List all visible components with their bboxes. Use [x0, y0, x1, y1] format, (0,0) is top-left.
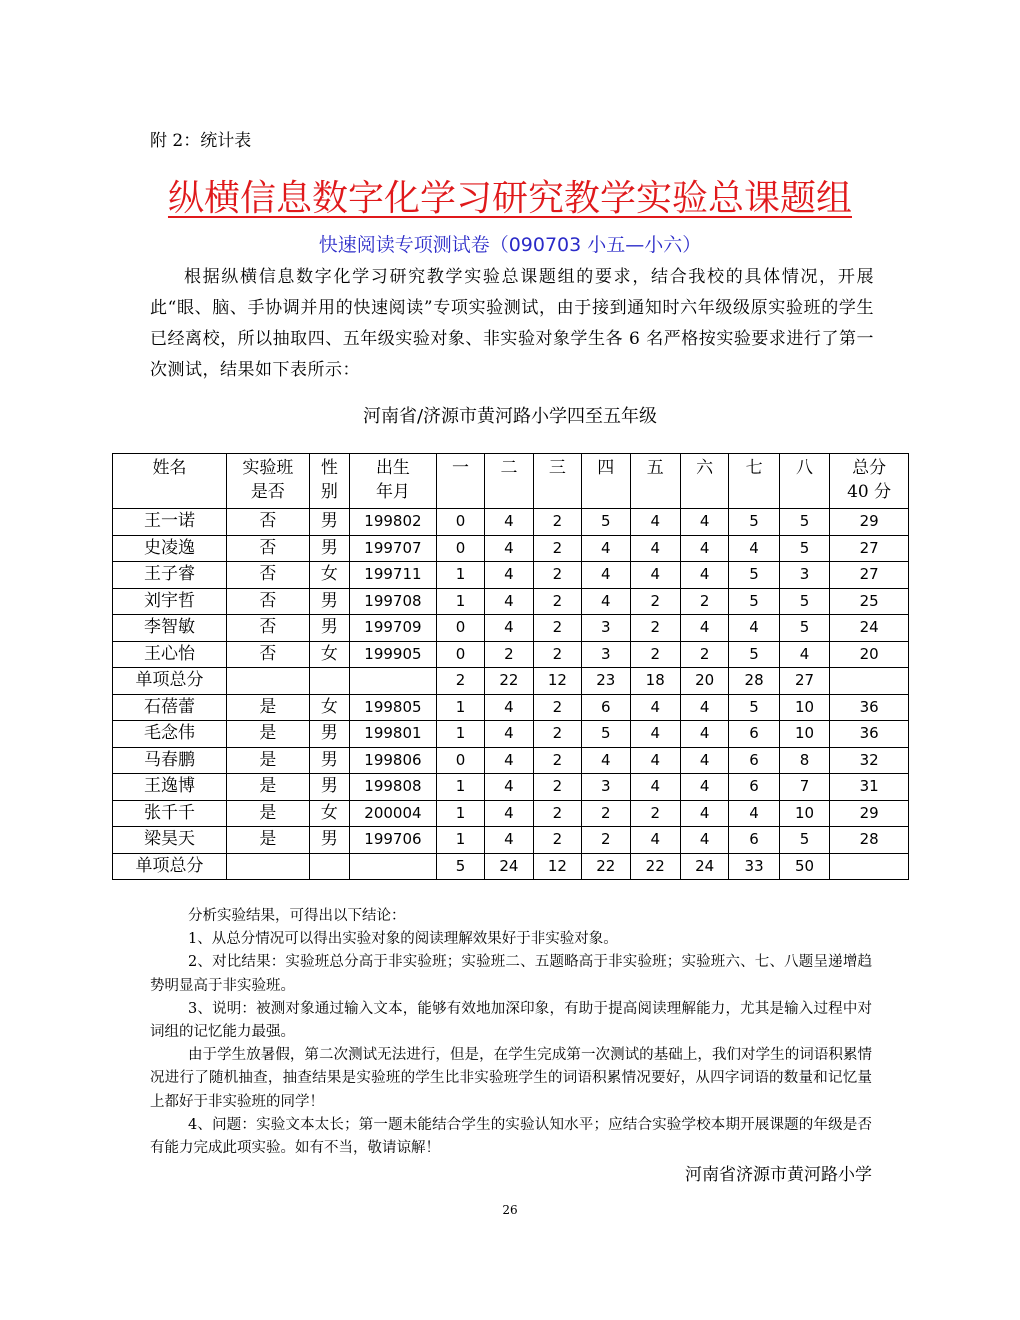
table-cell: 马春鹏	[113, 747, 227, 774]
table-row	[113, 774, 909, 801]
table-cell	[227, 853, 310, 880]
table-cell: 2	[533, 800, 581, 827]
table-cell: 2	[582, 827, 630, 854]
table-cell: 7	[779, 774, 829, 801]
table-cell: 12	[533, 668, 581, 695]
table-cell: 女	[309, 562, 349, 589]
table-cell: 1	[436, 588, 484, 615]
table-cell: 199806	[350, 747, 437, 774]
table-cell: 4	[485, 588, 533, 615]
table-cell: 0	[436, 535, 484, 562]
header-line: 一	[452, 458, 470, 478]
header-q1	[436, 454, 484, 509]
table-cell	[830, 668, 909, 695]
table-cell: 4	[680, 774, 728, 801]
table-cell: 否	[227, 615, 310, 642]
table-cell: 梁昊天	[113, 827, 227, 854]
school-line: 河南省/济源市黄河路小学四至五年级	[362, 406, 658, 427]
table-cell: 4	[582, 562, 630, 589]
header-line: 四	[597, 458, 615, 478]
table-cell: 6	[729, 747, 779, 774]
header-q4	[582, 454, 630, 509]
header-line: 三	[548, 458, 566, 478]
table-cell: 男	[309, 721, 349, 748]
header-q2	[485, 454, 533, 509]
table-cell: 22	[630, 853, 680, 880]
table-cell: 4	[630, 721, 680, 748]
table-row	[113, 615, 909, 642]
table-cell: 36	[830, 694, 909, 721]
table-row	[113, 827, 909, 854]
table-cell: 男	[309, 588, 349, 615]
table-cell: 27	[830, 535, 909, 562]
statistics-table	[112, 453, 909, 880]
table-cell: 32	[830, 747, 909, 774]
table-cell: 5	[779, 535, 829, 562]
table-cell: 2	[582, 800, 630, 827]
header-total	[830, 454, 909, 509]
table-cell: 4	[680, 747, 728, 774]
table-cell: 4	[582, 747, 630, 774]
appendix-label: 附 2：统计表	[150, 131, 252, 151]
table-cell: 是	[227, 774, 310, 801]
table-cell: 2	[630, 588, 680, 615]
table-row	[113, 588, 909, 615]
table-cell: 0	[436, 615, 484, 642]
table-cell: 2	[533, 827, 581, 854]
table-cell: 4	[485, 827, 533, 854]
table-cell: 2	[533, 721, 581, 748]
table-cell: 0	[436, 509, 484, 536]
table-cell: 4	[485, 694, 533, 721]
table-cell: 1	[436, 774, 484, 801]
table-cell: 1	[436, 721, 484, 748]
table-cell: 5	[582, 721, 630, 748]
table-cell: 5	[729, 694, 779, 721]
header-line: 五	[646, 458, 664, 478]
table-cell: 是	[227, 747, 310, 774]
table-cell: 4	[485, 800, 533, 827]
table-cell: 4	[680, 800, 728, 827]
table-cell: 是	[227, 694, 310, 721]
table-cell: 23	[582, 668, 630, 695]
table-row	[113, 800, 909, 827]
table-cell: 男	[309, 774, 349, 801]
table-cell: 王逸博	[113, 774, 227, 801]
table-cell: 否	[227, 535, 310, 562]
table-cell: 2	[533, 509, 581, 536]
table-cell: 3	[582, 774, 630, 801]
table-cell: 2	[680, 588, 728, 615]
table-cell: 4	[680, 562, 728, 589]
table-cell: 4	[729, 535, 779, 562]
table-cell: 石蓓蕾	[113, 694, 227, 721]
header-q5	[630, 454, 680, 509]
table-cell: 2	[533, 641, 581, 668]
conclusion-paragraph: 4、问题：实验文本太长；第一题未能结合学生的实验认知水平；应结合实验学校本期开展课题的年级是否有能力完成此项实验。如有不当，敬请谅解！	[150, 1116, 872, 1157]
document-subtitle: 快速阅读专项测试卷（090703 小五—小六）	[318, 234, 702, 256]
header-line: 出生	[375, 458, 410, 478]
table-cell: 5	[729, 562, 779, 589]
table-cell: 5	[779, 827, 829, 854]
table-header-row	[113, 454, 909, 509]
document-title: 纵横信息数字化学习研究教学实验总课题组	[167, 178, 852, 219]
table-cell: 4	[729, 615, 779, 642]
table-cell: 18	[630, 668, 680, 695]
table-cell: 199708	[350, 588, 437, 615]
table-cell: 22	[485, 668, 533, 695]
table-cell: 4	[680, 615, 728, 642]
table-row	[113, 535, 909, 562]
conclusion-paragraph: 由于学生放暑假，第二次测试无法进行，但是，在学生完成第一次测试的基础上，我们对学生的词语积累情况进行了随机抽查，抽查结果是实验班的学生比非实验班学生的词语积累情况要好，从四字词语的数量和记忆量上都好于非实验班的同学！	[150, 1047, 872, 1110]
table-cell: 男	[309, 509, 349, 536]
table-cell: 0	[436, 747, 484, 774]
table-cell: 199706	[350, 827, 437, 854]
table-cell: 6	[729, 721, 779, 748]
table-cell: 2	[630, 641, 680, 668]
table-cell: 王子睿	[113, 562, 227, 589]
table-cell: 单项总分	[113, 853, 227, 880]
table-cell: 2	[533, 615, 581, 642]
table-cell: 2	[485, 641, 533, 668]
table-cell: 王一诺	[113, 509, 227, 536]
header-birth	[350, 454, 437, 509]
table-cell: 6	[582, 694, 630, 721]
table-cell: 4	[680, 827, 728, 854]
table-cell: 否	[227, 641, 310, 668]
table-cell: 31	[830, 774, 909, 801]
table-cell: 200004	[350, 800, 437, 827]
conclusion-paragraph: 2、对比结果：实验班总分高于非实验班；实验班二、五题略高于非实验班；实验班六、七、八题呈递增趋势明显高于非实验班。	[150, 954, 872, 994]
table-cell: 2	[533, 694, 581, 721]
table-cell: 8	[779, 747, 829, 774]
table-cell: 2	[630, 615, 680, 642]
table-cell: 27	[779, 668, 829, 695]
table-cell: 李智敏	[113, 615, 227, 642]
table-cell	[309, 668, 349, 695]
table-cell: 12	[533, 853, 581, 880]
table-cell: 4	[630, 774, 680, 801]
table-cell: 4	[779, 641, 829, 668]
header-line: 年月	[375, 482, 410, 502]
table-cell: 刘宇哲	[113, 588, 227, 615]
table-cell: 36	[830, 721, 909, 748]
table-cell: 4	[485, 562, 533, 589]
table-cell: 2	[436, 668, 484, 695]
table-cell	[309, 853, 349, 880]
table-cell: 5	[779, 615, 829, 642]
table-cell: 10	[779, 721, 829, 748]
table-cell: 50	[779, 853, 829, 880]
table-cell: 33	[729, 853, 779, 880]
table-cell: 4	[485, 747, 533, 774]
table-cell: 3	[582, 641, 630, 668]
table-cell: 4	[680, 535, 728, 562]
table-row	[113, 509, 909, 536]
table-row	[113, 562, 909, 589]
table-cell: 24	[680, 853, 728, 880]
table-cell: 4	[630, 827, 680, 854]
table-cell: 199808	[350, 774, 437, 801]
table-cell: 24	[830, 615, 909, 642]
table-cell: 1	[436, 694, 484, 721]
table-cell: 2	[630, 800, 680, 827]
table-cell: 4	[630, 535, 680, 562]
table-cell: 女	[309, 800, 349, 827]
table-cell: 199801	[350, 721, 437, 748]
table-cell: 是	[227, 800, 310, 827]
table-cell: 5	[779, 509, 829, 536]
table-cell: 4	[630, 509, 680, 536]
header-line: 实验班	[242, 458, 294, 478]
header-line: 八	[796, 458, 814, 478]
table-cell: 4	[485, 774, 533, 801]
conclusion-paragraph: 1、从总分情况可以得出实验对象的阅读理解效果好于非实验对象。	[188, 931, 618, 948]
header-line: 别	[320, 482, 338, 502]
table-cell: 4	[485, 535, 533, 562]
table-cell: 否	[227, 588, 310, 615]
table-cell	[350, 853, 437, 880]
table-cell: 2	[533, 588, 581, 615]
table-cell: 3	[582, 615, 630, 642]
table-cell: 199805	[350, 694, 437, 721]
table-cell: 4	[680, 721, 728, 748]
table-cell: 5	[729, 509, 779, 536]
table-cell: 4	[582, 535, 630, 562]
table-cell: 男	[309, 535, 349, 562]
header-q7	[729, 454, 779, 509]
signature: 河南省济源市黄河路小学	[685, 1165, 872, 1185]
table-cell: 22	[582, 853, 630, 880]
table-row	[113, 641, 909, 668]
table-cell: 20	[680, 668, 728, 695]
header-line: 二	[500, 458, 518, 478]
table-cell: 199802	[350, 509, 437, 536]
table-cell: 6	[729, 774, 779, 801]
table-cell: 4	[485, 615, 533, 642]
table-cell: 毛念伟	[113, 721, 227, 748]
table-cell: 1	[436, 562, 484, 589]
table-cell: 28	[830, 827, 909, 854]
table-cell: 是	[227, 721, 310, 748]
table-cell: 张千千	[113, 800, 227, 827]
table-cell: 4	[630, 747, 680, 774]
table-cell: 男	[309, 615, 349, 642]
table-cell: 199905	[350, 641, 437, 668]
table-cell: 0	[436, 641, 484, 668]
table-cell: 25	[830, 588, 909, 615]
table-cell: 199709	[350, 615, 437, 642]
header-line: 姓名	[152, 458, 187, 478]
table-cell: 5	[729, 641, 779, 668]
table-cell: 2	[533, 747, 581, 774]
conclusions	[150, 905, 872, 1160]
header-line: 是否	[250, 482, 285, 502]
table-cell: 27	[830, 562, 909, 589]
table-cell: 24	[485, 853, 533, 880]
table-cell: 29	[830, 509, 909, 536]
table-cell: 29	[830, 800, 909, 827]
header-q6	[680, 454, 728, 509]
table-row	[113, 694, 909, 721]
table-cell: 王心怡	[113, 641, 227, 668]
table-cell: 女	[309, 641, 349, 668]
table-cell: 2	[533, 562, 581, 589]
header-q3	[533, 454, 581, 509]
table-cell: 2	[680, 641, 728, 668]
table-cell: 199711	[350, 562, 437, 589]
table-cell: 28	[729, 668, 779, 695]
header-experimental	[227, 454, 310, 509]
page-number: 26	[502, 1203, 518, 1217]
table-cell: 4	[582, 588, 630, 615]
header-line: 性	[320, 458, 338, 478]
header-gender	[309, 454, 349, 509]
table-cell: 4	[630, 694, 680, 721]
table-cell: 单项总分	[113, 668, 227, 695]
table-cell: 4	[485, 509, 533, 536]
table-row	[113, 747, 909, 774]
table-cell: 4	[680, 694, 728, 721]
header-line: 40 分	[847, 482, 892, 502]
table-cell	[830, 853, 909, 880]
intro-paragraph: 根据纵横信息数字化学习研究教学实验总课题组的要求，结合我校的具体情况，开展此“眼、脑、手协调并用的快速阅读”专项实验测试，由于接到通知时六年级级原实验班的学生已经离校，所以抽取四、五年级实验对象、非实验对象学生各 6 名严格按实验要求进行了第一次测试，结果如下表所示：	[150, 267, 874, 380]
table-cell: 4	[630, 562, 680, 589]
table-cell: 10	[779, 694, 829, 721]
table-cell	[350, 668, 437, 695]
table-cell: 女	[309, 694, 349, 721]
table-cell: 199707	[350, 535, 437, 562]
table-cell	[227, 668, 310, 695]
table-cell: 5	[582, 509, 630, 536]
table-row	[113, 668, 909, 695]
table-cell: 否	[227, 509, 310, 536]
table-cell: 5	[729, 588, 779, 615]
table-row	[113, 853, 909, 880]
table-cell: 1	[436, 800, 484, 827]
header-line: 七	[745, 458, 763, 478]
table-cell: 2	[533, 535, 581, 562]
table-body	[113, 509, 909, 880]
table-cell: 是	[227, 827, 310, 854]
table-cell: 史凌逸	[113, 535, 227, 562]
table-cell: 5	[779, 588, 829, 615]
table-cell: 男	[309, 827, 349, 854]
table-cell: 4	[485, 721, 533, 748]
table-row	[113, 721, 909, 748]
table-cell: 男	[309, 747, 349, 774]
table-cell: 4	[729, 800, 779, 827]
conclusion-paragraph: 3、说明：被测对象通过输入文本，能够有效地加深印象，有助于提高阅读理解能力，尤其是输入过程中对词组的记忆能力最强。	[150, 1000, 872, 1041]
table-cell: 5	[436, 853, 484, 880]
table-cell: 否	[227, 562, 310, 589]
table-cell: 10	[779, 800, 829, 827]
table-cell: 4	[680, 509, 728, 536]
table-cell: 2	[533, 774, 581, 801]
table-cell: 1	[436, 827, 484, 854]
header-line: 总分	[852, 458, 887, 478]
table-cell: 3	[779, 562, 829, 589]
header-name	[113, 454, 227, 509]
conclusion-paragraph: 分析实验结果，可得出以下结论：	[188, 908, 406, 924]
table-cell: 6	[729, 827, 779, 854]
header-q8	[779, 454, 829, 509]
table-cell: 20	[830, 641, 909, 668]
header-line: 六	[696, 458, 714, 478]
